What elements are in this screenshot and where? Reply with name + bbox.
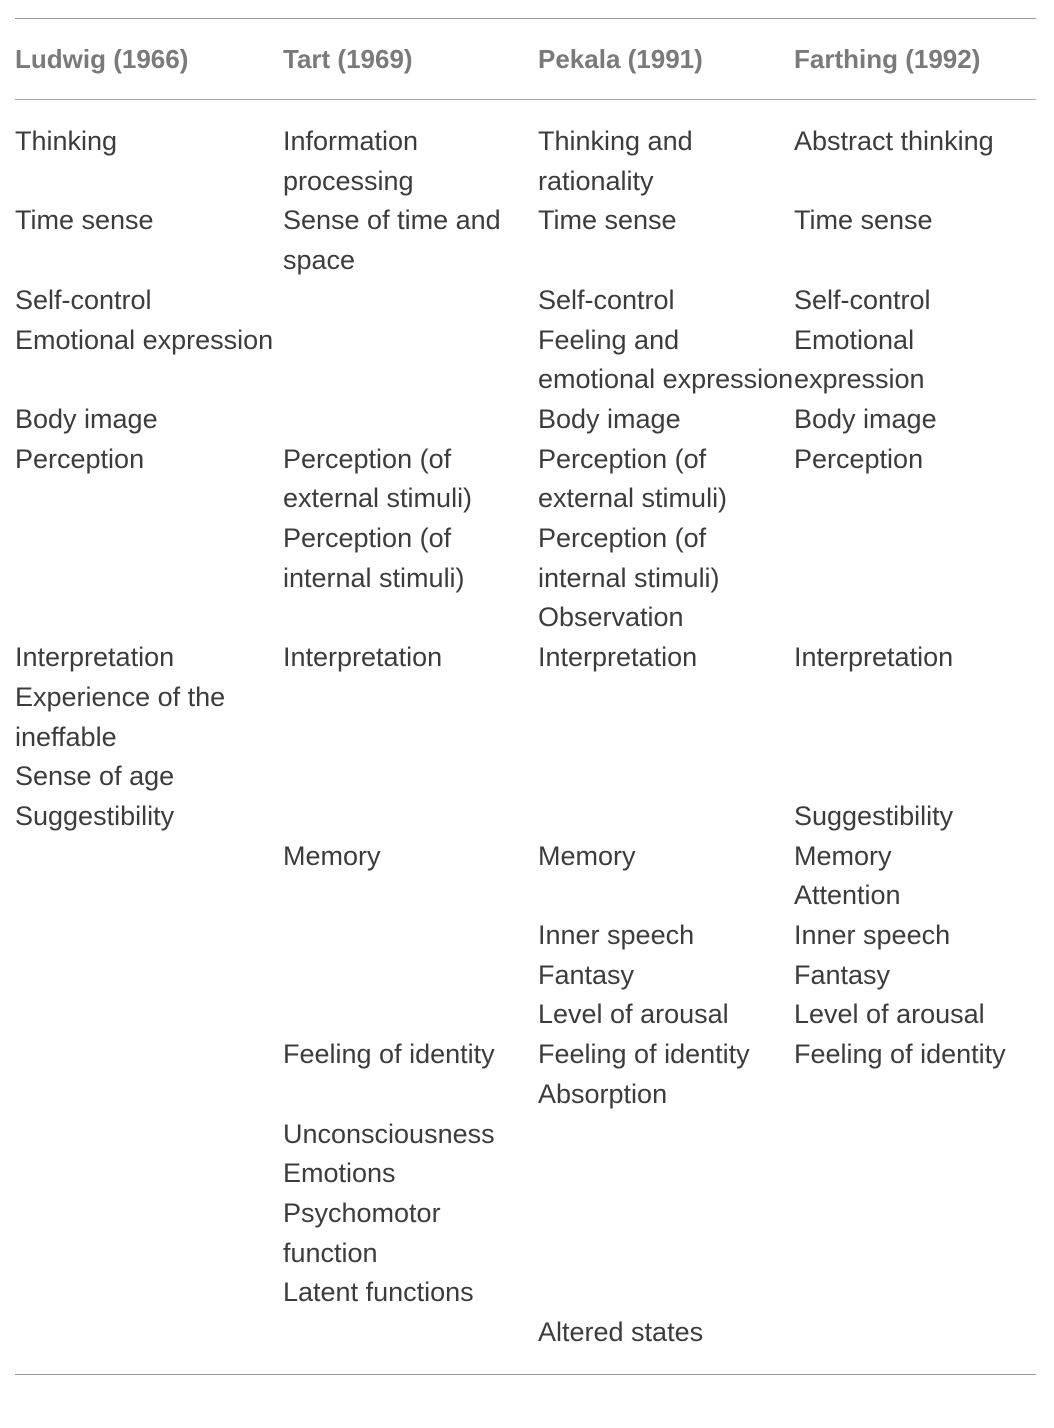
table-cell-tart: Perception (of external stimuli) — [283, 443, 473, 514]
table-cell-pekala: Absorption — [538, 1078, 668, 1109]
table-cell-pekala: Interpretation — [538, 642, 698, 673]
table-cell-tart — [283, 876, 538, 916]
table-cell-ludwig — [15, 1075, 283, 1115]
table-cell-pekala — [538, 757, 794, 797]
header-farthing: Farthing (1992) — [794, 43, 981, 74]
bottom-rule — [15, 1374, 1036, 1375]
table-cell-farthing — [794, 1194, 1036, 1273]
table-cell-tart — [283, 1075, 538, 1115]
table-cell-pekala: Memory — [538, 840, 636, 871]
table-cell-farthing: Attention — [794, 880, 901, 911]
table-cell-tart — [283, 1313, 538, 1353]
table-cell-ludwig — [15, 956, 283, 996]
table-row — [15, 797, 1036, 837]
table-cell-tart: Memory — [283, 840, 381, 871]
table-cell-farthing — [794, 598, 1036, 638]
table-cell-pekala: Perception (of internal stimuli) — [538, 523, 720, 593]
table-cell-farthing: Fantasy — [794, 959, 891, 990]
table-cell-tart — [283, 757, 538, 797]
table-cell-pekala: Thinking and rationality — [538, 126, 693, 196]
table-cell-tart — [283, 281, 538, 321]
table-cell-pekala — [538, 678, 794, 757]
table-cell-ludwig — [15, 1273, 283, 1313]
table-row — [15, 876, 1036, 916]
table-cell-pekala — [538, 797, 794, 837]
table-cell-tart — [283, 321, 538, 400]
table-cell-tart: Emotions — [283, 1158, 396, 1189]
table-row — [15, 598, 1036, 638]
table-cell-pekala: Feeling of identity — [538, 1039, 750, 1070]
table-cell-pekala: Observation — [538, 602, 684, 633]
table-cell-farthing — [794, 757, 1036, 797]
table-cell-tart: Psychomotor function — [283, 1197, 441, 1268]
table-cell-ludwig — [15, 876, 283, 916]
table-cell-farthing: Perception — [794, 443, 924, 474]
table-cell-tart — [283, 916, 538, 956]
table-cell-ludwig: Thinking — [15, 126, 118, 156]
table-row — [15, 321, 1036, 400]
table-row — [15, 1035, 1036, 1075]
table-row — [15, 1194, 1036, 1273]
table-cell-ludwig: Emotional expression — [15, 324, 274, 355]
header-pekala: Pekala (1991) — [538, 43, 703, 74]
table-cell-pekala — [538, 876, 794, 916]
table-cell-farthing: Interpretation — [794, 642, 954, 673]
table-body — [15, 122, 1036, 1353]
table-cell-pekala: Altered states — [538, 1317, 704, 1348]
table-cell-tart — [283, 956, 538, 996]
table-row — [15, 519, 1036, 598]
table-cell-ludwig: Experience of the ineffable — [15, 681, 226, 752]
header-ludwig: Ludwig (1966) — [15, 43, 189, 74]
table-cell-ludwig — [15, 995, 283, 1035]
table-cell-farthing — [794, 678, 1036, 757]
table-cell-ludwig — [15, 1035, 283, 1075]
table-row — [15, 440, 1036, 519]
table-cell-farthing: Self-control — [794, 284, 931, 315]
comparison-table — [15, 18, 1036, 1375]
table-cell-pekala: Fantasy — [538, 959, 635, 990]
table-cell-farthing: Body image — [794, 403, 937, 434]
table-header — [15, 19, 1036, 99]
table-row — [15, 281, 1036, 321]
table-cell-pekala — [538, 1154, 794, 1194]
table-cell-pekala: Perception (of external stimuli) — [538, 443, 728, 514]
table-row — [15, 1154, 1036, 1194]
table-cell-tart: Unconsciousness — [283, 1118, 495, 1149]
table-cell-farthing — [794, 1115, 1036, 1155]
table-cell-farthing: Inner speech — [794, 920, 951, 951]
table-cell-ludwig — [15, 1313, 283, 1353]
table-cell-ludwig: Self-control — [15, 284, 152, 315]
table-row — [15, 837, 1036, 877]
header-row — [15, 19, 1036, 99]
table-row — [15, 400, 1036, 440]
table-cell-pekala: Time sense — [538, 205, 677, 236]
table-cell-tart — [283, 995, 538, 1035]
table-cell-ludwig: Time sense — [15, 205, 154, 236]
table-cell-ludwig — [15, 1154, 283, 1194]
table-cell-farthing: Abstract thinking — [794, 126, 994, 156]
table-cell-tart: Sense of time and space — [283, 205, 501, 276]
table-cell-pekala: Level of arousal — [538, 999, 729, 1030]
table-cell-pekala: Self-control — [538, 284, 675, 315]
table-cell-pekala: Inner speech — [538, 920, 695, 951]
table-row — [15, 916, 1036, 956]
table-cell-tart: Perception (of internal stimuli) — [283, 523, 465, 593]
table-row — [15, 1273, 1036, 1313]
table-cell-tart: Information processing — [283, 126, 419, 196]
table-row — [15, 995, 1036, 1035]
table-cell-tart: Interpretation — [283, 642, 443, 673]
header-tart: Tart (1969) — [283, 43, 413, 74]
table-cell-tart — [283, 797, 538, 837]
table-cell-ludwig — [15, 519, 283, 598]
table-cell-farthing — [794, 1075, 1036, 1115]
table-cell-ludwig: Perception — [15, 443, 145, 474]
table-row — [15, 956, 1036, 996]
table-row — [15, 678, 1036, 757]
table-cell-farthing — [794, 519, 1036, 598]
table-cell-farthing: Level of arousal — [794, 999, 985, 1030]
table-cell-farthing — [794, 1313, 1036, 1353]
table-cell-tart — [283, 598, 538, 638]
table-row — [15, 1075, 1036, 1115]
table-cell-pekala: Body image — [538, 403, 681, 434]
table-cell-farthing: Time sense — [794, 205, 933, 236]
table-row — [15, 1313, 1036, 1353]
table-body-rows — [15, 122, 1036, 1353]
table-cell-pekala — [538, 1194, 794, 1273]
table-cell-ludwig — [15, 1115, 283, 1155]
table-row — [15, 1115, 1036, 1155]
table-row — [15, 122, 1036, 201]
table-row — [15, 757, 1036, 797]
table-cell-farthing: Memory — [794, 840, 892, 871]
table-cell-pekala — [538, 1115, 794, 1155]
table-cell-tart: Latent functions — [283, 1277, 474, 1308]
table-cell-farthing — [794, 1273, 1036, 1313]
table-cell-ludwig — [15, 916, 283, 956]
table-cell-farthing — [794, 1154, 1036, 1194]
table-cell-ludwig — [15, 1194, 283, 1273]
table-cell-farthing: Feeling of identity — [794, 1039, 1006, 1070]
table-cell-farthing: Emotional expression — [794, 324, 925, 395]
table-cell-ludwig: Body image — [15, 403, 158, 434]
table-row — [15, 201, 1036, 280]
table-cell-tart — [283, 678, 538, 757]
table-cell-ludwig — [15, 598, 283, 638]
header-rule — [15, 99, 1036, 100]
table-cell-ludwig: Suggestibility — [15, 800, 175, 831]
table-cell-farthing: Suggestibility — [794, 800, 954, 831]
table-cell-pekala: Feeling and emotional expression — [538, 324, 794, 395]
table-cell-tart — [283, 400, 538, 440]
table-cell-tart: Feeling of identity — [283, 1039, 495, 1070]
table-row — [15, 638, 1036, 678]
table-cell-pekala — [538, 1273, 794, 1313]
table-cell-ludwig: Interpretation — [15, 642, 175, 673]
table-cell-ludwig — [15, 837, 283, 877]
table-cell-ludwig: Sense of age — [15, 761, 175, 792]
